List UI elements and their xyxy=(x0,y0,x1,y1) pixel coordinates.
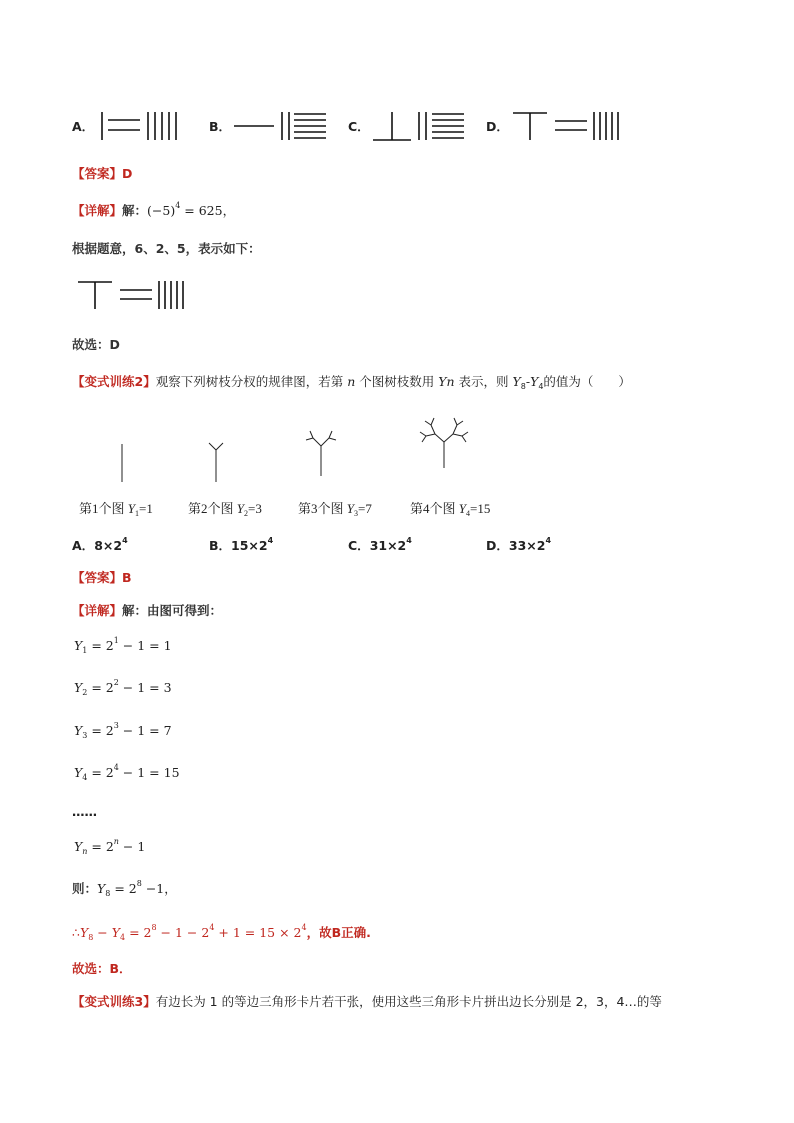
equation-y3: $Y_3 = 2^3 - 1 = 7$ xyxy=(74,721,172,740)
q2-option-c: C．$31\times 2^4$ xyxy=(348,536,412,553)
option-b-label: B． xyxy=(209,119,232,134)
option-d-rods xyxy=(513,110,618,144)
choose-2: 故选：B． xyxy=(72,961,132,976)
caption-4: 第4个图 $Y_4=15$ xyxy=(410,501,491,518)
detail-label: 【详解】 xyxy=(72,203,123,218)
option-a-rods xyxy=(100,110,180,144)
caption-3: 第3个图 $Y_3=7$ xyxy=(298,501,372,518)
option-d-label: D． xyxy=(486,119,509,134)
q2-option-b: B．$15\times 2^4$ xyxy=(209,536,274,553)
then-line: 则：$Y_8 = 2^8 -1$， xyxy=(72,879,177,898)
variant-2-question: 【变式训练2】观察下列树枝分杈的规律图，若第 n 个图树枝数用 Yn 表示，则 $Y_8-Y_4$的值为（ ） xyxy=(72,374,631,391)
variant-2-tag: 【变式训练2】 xyxy=(72,374,156,389)
option-b-rods xyxy=(234,110,329,144)
ellipsis: …… xyxy=(72,804,97,819)
option-a-label: A． xyxy=(72,119,95,134)
equation-y2: $Y_2 = 2^2 - 1 = 3$ xyxy=(74,678,172,697)
option-c-label: C． xyxy=(348,119,370,134)
detail-lead: 解： xyxy=(122,203,148,218)
caption-1: 第1个图 $Y_1=1$ xyxy=(79,501,153,518)
caption-2: 第2个图 $Y_2=3$ xyxy=(188,501,262,518)
tree-4 xyxy=(420,418,468,468)
tree-3 xyxy=(306,431,336,476)
detail-2: 【详解】解：由图可得到： xyxy=(72,603,223,618)
q2-option-a: A．$8\times 2^4$ xyxy=(72,536,128,553)
variant-3-question: 【变式训练3】有边长为 1 的等边三角形卡片若干张，使用这些三角形卡片拼出边长分别是 2，3，4…的等 xyxy=(72,994,662,1009)
equation-y4: $Y_4 = 2^4 - 1 = 15$ xyxy=(74,763,180,782)
q2-option-d: D．$33\times 2^4$ xyxy=(486,536,552,553)
meaning-line: 根据题意，6、2、5，表示如下： xyxy=(72,241,261,256)
answer-2: 【答案】B xyxy=(72,570,132,585)
option-c-rods xyxy=(373,110,468,144)
tree-figures xyxy=(100,410,480,485)
tree-2 xyxy=(209,443,223,482)
answer-rods-625 xyxy=(78,279,183,313)
choose-1: 故选：D xyxy=(72,337,120,352)
answer-value: D xyxy=(122,166,133,181)
detail-1 xyxy=(72,203,235,219)
equation-yn: $Y_n = 2^n - 1$ xyxy=(74,837,146,856)
answer-label: 【答案】 xyxy=(72,166,123,181)
equation-y1: $Y_1 = 2^1 - 1 = 1$ xyxy=(74,636,172,655)
therefore-line: $\therefore Y_8 - Y_4 = 2^8 - 1 - 2^4 + 1 = 15 \times 2^4$，故B正确. xyxy=(72,923,371,942)
detail-expr: $(-5)^4 = 625$， xyxy=(147,201,236,218)
answer-1 xyxy=(72,166,132,182)
